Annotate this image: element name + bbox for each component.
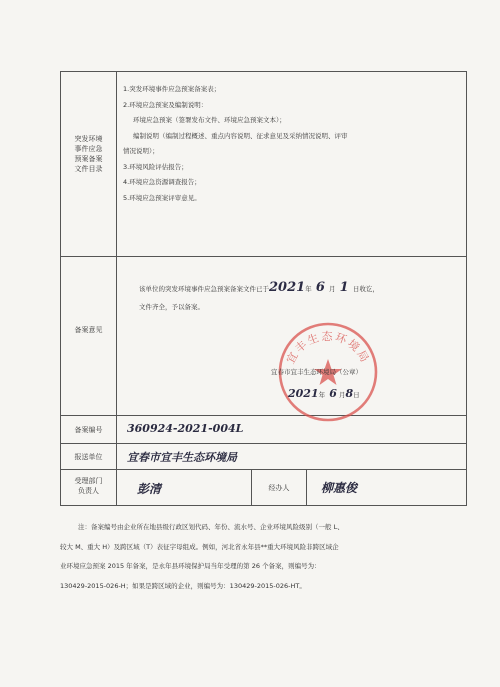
received-year-handwritten: 2021 xyxy=(269,280,306,295)
catalog-label-line: 预案备案 xyxy=(74,155,103,163)
opinion-text xyxy=(139,279,409,316)
sign-day-char: 日 xyxy=(353,391,360,399)
handler-signature: 柳惠俊 xyxy=(321,481,358,495)
catalog-label-line: 文件目录 xyxy=(74,165,103,173)
catalog-item: 1.突发环境事件应急预案备案表； xyxy=(123,85,221,93)
dept-label-cell xyxy=(61,470,117,506)
handler-label: 经办人 xyxy=(268,484,290,492)
dept-label-line2: 负责人 xyxy=(78,487,99,495)
submit-unit-label: 报送单位 xyxy=(74,453,103,461)
catalog-item: 5.环境应急预案评审意见。 xyxy=(123,193,201,202)
opinion-label: 备案意见 xyxy=(74,326,103,334)
footnote-line: 较大 M、重大 H）及跨区域（T）表征字母组成。例如，河北省永年县**重大环境风险非跨区域企 xyxy=(60,542,339,551)
opinion-label-cell xyxy=(61,257,117,416)
catalog-label-line: 突发环境 xyxy=(74,135,103,143)
sign-month-char: 月 xyxy=(339,391,346,399)
catalog-item: 3.环境风险评估报告； xyxy=(123,162,188,171)
svg-text:宜丰生态环境局: 宜丰生态环境局 xyxy=(283,330,373,366)
footnote-line: 130429-2015-026-H；如果是跨区域的企业，则编号为：130429-2015-026-HT。 xyxy=(60,581,306,590)
catalog-subitem: 环境应急预案（签署发布文件、环境应急预案文本）； xyxy=(133,116,286,124)
sign-month-handwritten: 6 xyxy=(329,387,337,400)
dept-head-signature: 彭清 xyxy=(137,482,162,496)
submit-unit-label-cell xyxy=(61,444,117,470)
received-day-handwritten: 1 xyxy=(339,280,349,295)
opinion-cell xyxy=(117,257,467,416)
catalog-label-cell xyxy=(61,72,117,257)
filing-form-table xyxy=(60,71,467,506)
footnote xyxy=(60,518,410,596)
opinion-text-b: 年 xyxy=(305,285,312,293)
opinion-text-line2: 文件齐全，予以备案。 xyxy=(139,303,204,311)
footnote-line: 注：备案编号由企业所在地县级行政区划代码、年份、流水号、企业环境风险级别（一般 L、 xyxy=(78,523,344,531)
submit-unit-cell xyxy=(117,444,467,470)
catalog-item: 4.环境应急资源调查报告； xyxy=(123,178,201,186)
sign-year-char: 年 xyxy=(318,391,326,399)
record-no-handwritten: 360924-2021-004L xyxy=(127,422,244,435)
opinion-text-a: 该单位的突发环境事件应急预案备案文件已于 xyxy=(139,285,269,293)
issuing-org: 宜春市宜丰生态环境局（公章） xyxy=(271,368,362,376)
sign-year-handwritten: 2021 xyxy=(288,387,319,400)
catalog-subitem-cont: 情况说明）； xyxy=(123,147,159,155)
dept-label-line1: 受理部门 xyxy=(74,477,103,485)
handler-label-cell xyxy=(252,470,307,506)
catalog-label-line: 事件应急 xyxy=(74,145,103,153)
catalog-subitem: 编制说明（编制过程概述、重点内容说明、征求意见及采纳情况说明、评审 xyxy=(133,131,348,140)
received-month-handwritten: 6 xyxy=(315,280,325,295)
dept-sign-cell xyxy=(117,470,252,506)
sign-date xyxy=(288,387,360,400)
opinion-text-c: 月 xyxy=(329,285,336,293)
catalog-item: 2.环境应急预案及编制说明： xyxy=(123,100,208,109)
catalog-list-cell xyxy=(117,72,467,257)
submit-unit-handwritten: 宜春市宜丰生态环境局 xyxy=(127,451,237,464)
handler-sign-cell xyxy=(307,470,467,506)
footnote-line: 业环境应急预案 2015 年备案，是永年县环境保护局当年受理的第 26 个备案，则编号为： xyxy=(60,562,321,570)
record-no-label-cell xyxy=(61,416,117,444)
opinion-text-d: 日收讫， xyxy=(352,285,379,293)
sign-day-handwritten: 8 xyxy=(345,387,354,400)
record-no-label: 备案编号 xyxy=(74,426,103,434)
